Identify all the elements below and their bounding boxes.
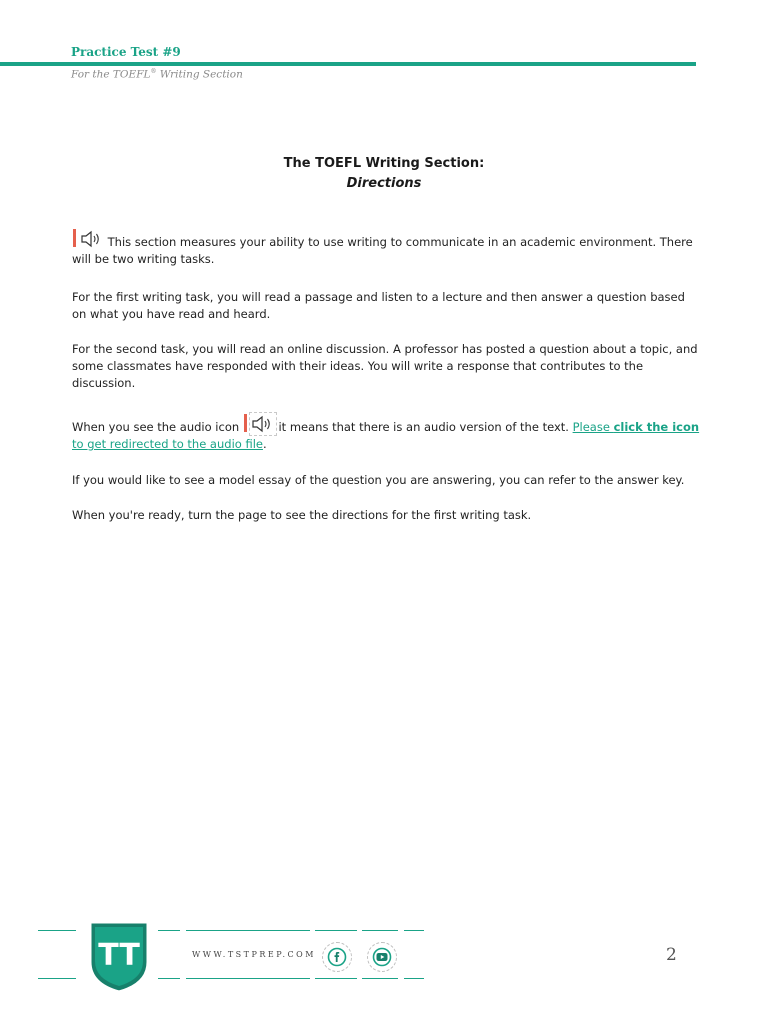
audio-info-text-after: it means that there is an audio version of the text. (274, 420, 573, 434)
logo-shield (86, 918, 152, 994)
facebook-icon[interactable] (322, 942, 352, 972)
audio-marker-bar (244, 414, 247, 432)
header-divider (0, 62, 696, 66)
first-task-paragraph: For the first writing task, you will read a passage and listen to a lecture and then answer a question based on what you have read and heard. (72, 290, 685, 321)
header-subtitle-post: Writing Section (156, 68, 243, 81)
website-url[interactable]: WWW.TSTPREP.COM (192, 950, 316, 959)
tstprep-logo[interactable] (86, 918, 152, 994)
document-title: The TOEFL Writing Section: (283, 156, 485, 171)
footer-line (38, 978, 76, 979)
footer-line (158, 930, 180, 931)
facebook-glyph (323, 943, 351, 971)
link-rest: to get redirected to the audio file (72, 437, 263, 451)
footer-line (186, 930, 310, 931)
page-number: 2 (666, 945, 677, 965)
header-subtitle-pre: For the TOEFL (71, 68, 151, 81)
link-please: Please (572, 420, 614, 434)
footer-line (362, 978, 398, 979)
footer-line (315, 930, 357, 931)
document-subtitle: Directions (346, 176, 422, 191)
speaker-glyph (251, 415, 273, 433)
footer-line (38, 930, 76, 931)
footer-line (315, 978, 357, 979)
youtube-glyph (368, 943, 396, 971)
header-title: Practice Test #9 (71, 45, 181, 59)
audio-info-period: . (262, 437, 267, 451)
footer-line (404, 930, 424, 931)
audio-info-paragraph (72, 414, 702, 453)
footer-line (362, 930, 398, 931)
intro-paragraph (72, 229, 702, 268)
youtube-icon[interactable] (367, 942, 397, 972)
ready-paragraph: When you're ready, turn the page to see the directions for the first writing task. (72, 508, 532, 522)
footer-line (158, 978, 180, 979)
audio-marker-bar (73, 229, 76, 247)
link-bold-text: click the icon (613, 420, 700, 434)
model-essay-paragraph: If you would like to see a model essay of the question you are answering, you can refer to the answer key. (72, 473, 685, 487)
registered-mark: ® (150, 68, 157, 75)
footer-line (186, 978, 310, 979)
footer-line (404, 978, 424, 979)
logo-text: TT (98, 938, 140, 973)
intro-text: This section measures your ability to use writing to communicate in an academic environment. There will be two writing tasks. (72, 235, 693, 266)
audio-info-text-before: When you see the audio icon (72, 420, 240, 434)
speaker-icon[interactable] (72, 229, 104, 249)
speaker-glyph (80, 230, 102, 248)
speaker-icon[interactable] (243, 414, 275, 434)
header-subtitle (71, 68, 243, 81)
second-task-paragraph: For the second task, you will read an online discussion. A professor has posted a question about a topic, and some classmates have responded with their ideas. You will write a response that contributes to the discussion. (72, 342, 698, 390)
